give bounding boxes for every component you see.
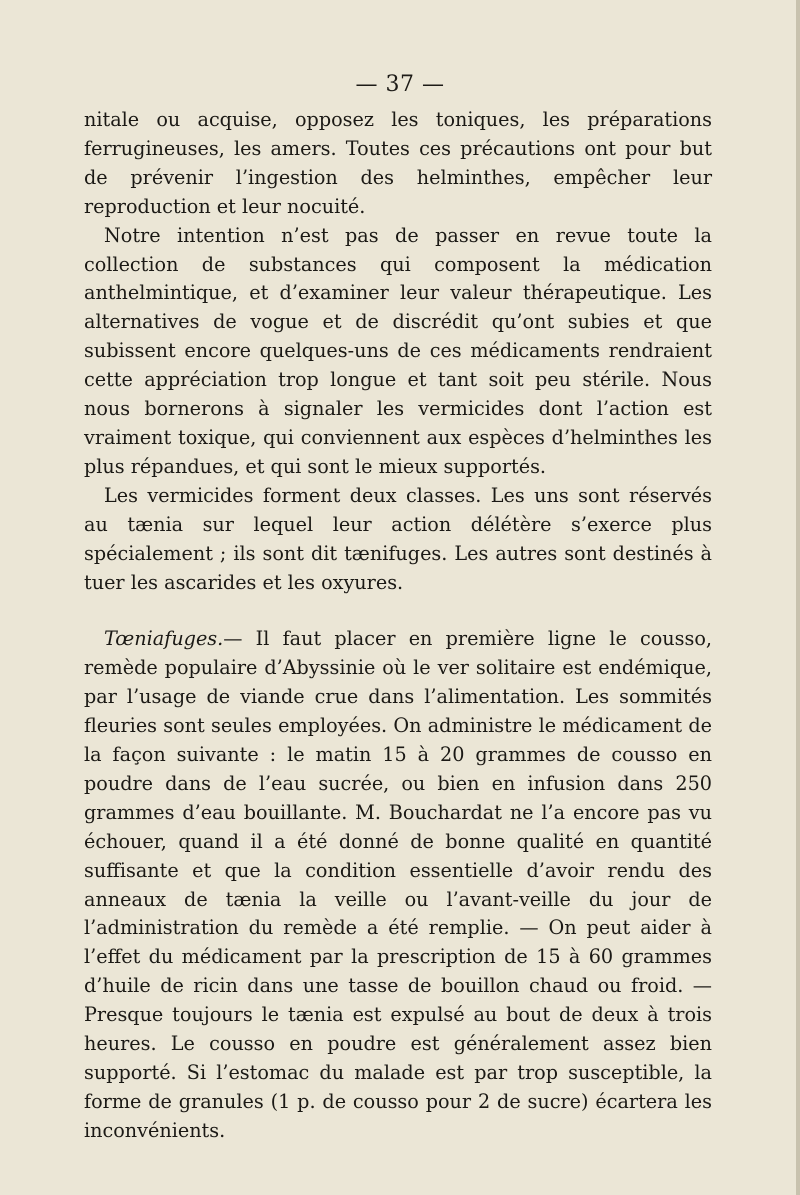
scan-edge (796, 0, 800, 1195)
paragraph-2: Notre intention n’est pas de passer en revue toute la collection de substances qui composent la médication anthelmintique, et d’examiner leur valeur thérapeutique. Les alternatives de vogue et de discrédit qu’ont subies et que subissent encore quelques-uns de ces médicaments rendraient cette appréciation trop longue et tant soit peu stérile. Nous nous bornerons à signaler les vermicides dont l’action est vraiment toxique, qui conviennent aux espèces d’helminthes les plus répandues, et qui sont le mieux supportés. (84, 223, 712, 478)
body-text (84, 106, 712, 1146)
paragraph-4 (84, 625, 712, 1145)
paragraph-1: nitale ou acquise, opposez les toniques, les préparations ferrugineuses, les amers. Toutes ces précautions ont pour but de prévenir l’ingestion des helminthes, empêcher leur reproduction et leur nocuité. (84, 108, 712, 218)
section-heading-taeniafuges: Tœniafuges. (104, 627, 224, 651)
paragraph-3: Les vermicides forment deux classes. Les uns sont réservés au tænia sur lequel leur action délétère s’exerce plus spécialement ; ils sont dit tænifuges. Les autres sont destinés à tuer les ascarides et les oxyures. (84, 483, 712, 594)
paragraph-4-body: — Il faut placer en première ligne le cousso, remède populaire d’Abyssinie où le ver solitaire est endémique, par l’usage de viande crue dans l’alimentation. Les sommités fleuries sont seules employées. On administre le médicament de la façon suivante : le matin 15 à 20 grammes de cousso en poudre dans de l’eau sucrée, ou bien en infusion dans 250 grammes d’eau bouillante. M. Bouchardat ne l’a encore pas vu échouer, quand il a été donné de bonne qualité en quantité suffisante et que la condition essentielle d’avoir rendu des anneaux de tænia la veille ou l’avant-veille du jour de l’administration du remède a été remplie. — On peut aider à l’effet du médicament par la prescription de 15 à 60 grammes d’huile de ricin dans une tasse de bouillon chaud ou froid. — Presque toujours le tænia est expulsé au bout de deux à trois heures. Le cousso en poudre est généralement assez bien supporté. Si l’estomac du malade est par trop susceptible, la forme de granules (1 p. de cousso pour 2 de sucre) écartera les inconvénients. (84, 627, 712, 1142)
page-number: — 37 — (355, 72, 445, 97)
paragraph-spacer (84, 597, 712, 625)
